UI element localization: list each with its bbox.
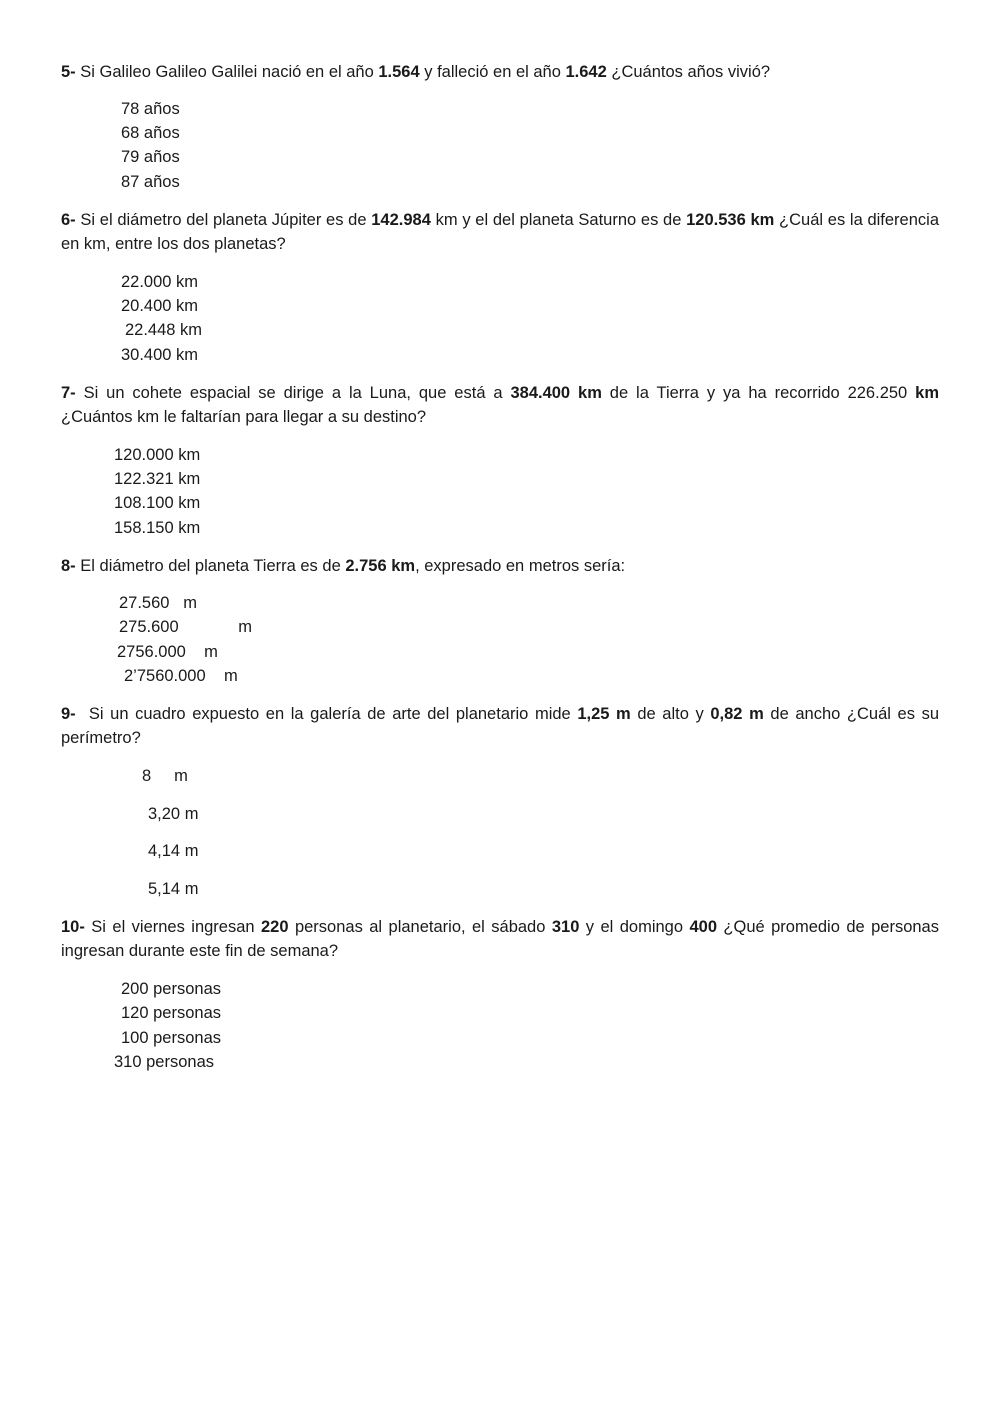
answer-option[interactable]: 2’7560.000 m xyxy=(124,667,238,685)
answer-option[interactable]: 22.448 km xyxy=(125,321,203,339)
answer-option[interactable]: 275.600 m xyxy=(119,618,252,636)
answer-option[interactable]: 120 personas xyxy=(121,1004,221,1022)
question-6: 6- Si el diámetro del planeta Júpiter es de 142.984 km y el del planeta Saturno es de 120.536 km ¿Cuál es la diferencia en km, entre los dos planetas? xyxy=(61,211,939,253)
answer-option[interactable]: 30.400 km xyxy=(121,346,199,364)
question-number: 9- xyxy=(61,705,76,723)
answer-option[interactable]: 8 m xyxy=(142,767,188,785)
answer-option[interactable]: 27.560 m xyxy=(119,594,197,612)
answer-option[interactable]: 4,14 m xyxy=(148,842,199,860)
answer-option[interactable]: 2756.000 m xyxy=(117,643,218,661)
question-number: 6- xyxy=(61,211,76,229)
question-number: 7- xyxy=(61,384,76,402)
answer-option[interactable]: 158.150 km xyxy=(114,519,201,537)
question-number: 8- xyxy=(61,557,76,575)
answer-option[interactable]: 120.000 km xyxy=(114,446,201,464)
answer-option[interactable]: 22.000 km xyxy=(121,273,199,291)
question-7: 7- Si un cohete espacial se dirige a la Luna, que está a 384.400 km de la Tierra y ya ha recorrido 226.250 km ¿Cuántos km le faltarían para llegar a su destino? xyxy=(61,384,958,426)
question-10: 10- Si el viernes ingresan 220 personas al planetario, el sábado 310 y el domingo 400 ¿Qué promedio de personas ingresan durante este fin de semana? xyxy=(61,918,939,960)
answer-option[interactable]: 100 personas xyxy=(121,1029,221,1047)
answer-option[interactable]: 20.400 km xyxy=(121,297,199,315)
question-8: 8- El diámetro del planeta Tierra es de 2.756 km, expresado en metros sería: xyxy=(61,557,626,575)
answer-option[interactable]: 310 personas xyxy=(114,1053,214,1071)
answer-option[interactable]: 78 años xyxy=(121,100,180,118)
answer-option[interactable]: 68 años xyxy=(121,124,180,142)
answer-option[interactable]: 5,14 m xyxy=(148,880,199,898)
question-9: 9- Si un cuadro expuesto en la galería de arte del planetario mide 1,25 m de alto y 0,82 m de ancho ¿Cuál es su perímetro? xyxy=(61,705,939,747)
answer-option[interactable]: 87 años xyxy=(121,173,180,191)
answer-option[interactable]: 200 personas xyxy=(121,980,221,998)
answer-option[interactable]: 122.321 km xyxy=(114,470,201,488)
question-number: 10- xyxy=(61,918,85,936)
answer-option[interactable]: 108.100 km xyxy=(114,494,201,512)
answer-option[interactable]: 79 años xyxy=(121,148,180,166)
answer-option[interactable]: 3,20 m xyxy=(148,805,199,823)
question-5: 5- Si Galileo Galileo Galilei nació en el año 1.564 y falleció en el año 1.642 ¿Cuántos años vivió? xyxy=(61,63,771,81)
question-number: 5- xyxy=(61,63,76,81)
